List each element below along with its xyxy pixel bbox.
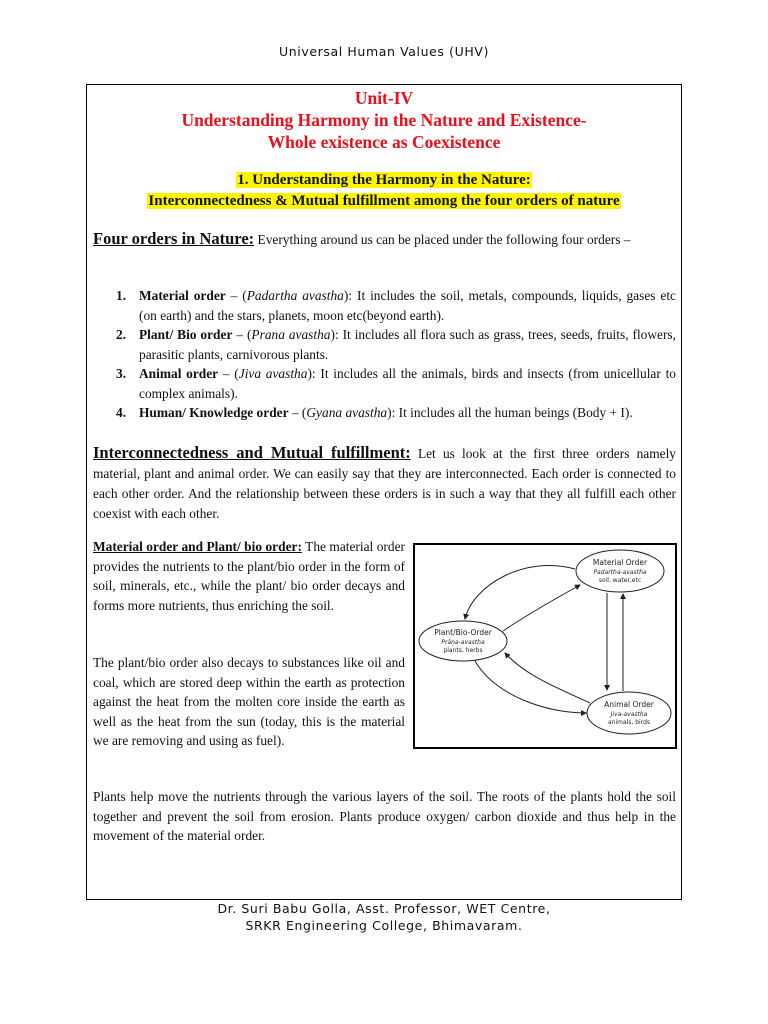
list-item-number: 1.: [116, 288, 127, 303]
list-item-number: 4.: [116, 405, 127, 420]
section-heading-line1: 1. Understanding the Harmony in the Nature:: [237, 172, 531, 188]
plants-paragraph: Plants help move the nutrients through the various layers of the soil. The roots of the plants hold the soil together and prevent the soil from erosion. Plants produce oxygen/ carbon dioxide and thus help in the movement of the material order.: [93, 789, 676, 843]
material-plant-text1: The material order provides the nutrients to the plant/bio order in the form of soil, minerals, etc., while the plant/ bio order decays and forms more nutrients, thus enriching the soil.: [93, 539, 405, 613]
order-dash: – (: [225, 288, 247, 303]
interconnect-text: Let us look at the first three orders namely material, plant and animal order. We can easily say that they are interconnected. Each order is connected to each other order. And the relationship between these orders is in such a way that they all fulfill each other coexist with each other.: [93, 446, 676, 521]
order-sanskrit: Prana avastha: [251, 327, 331, 342]
unit-title-line1: Understanding Harmony in the Nature and Existence-: [181, 110, 587, 130]
page-header: Universal Human Values (UHV): [279, 44, 489, 59]
unit-title-block: [86, 87, 682, 153]
plant-decay-paragraph: The plant/bio order also decays to substances like oil and coal, which are stored deep within the earth as protection against the heat from the molten core inside the earth as well as the heat from the sun (today, this is the material we are removing and using as fuel).: [93, 655, 405, 748]
order-name: Human/ Knowledge order: [139, 405, 289, 420]
arrow-material-to-plant: [465, 565, 575, 619]
four-orders-heading: Four orders in Nature:: [93, 229, 255, 248]
section-heading-line2: Interconnectedness & Mutual fulfillment among the four orders of nature: [148, 193, 620, 209]
order-sanskrit: Padartha avastha: [246, 288, 344, 303]
four-orders-intro: [93, 229, 676, 250]
order-sanskrit: Jiva avastha: [238, 366, 308, 381]
arrow-plant-to-material: [503, 585, 580, 631]
four-orders-intro-text: Everything around us can be placed under the following four orders –: [257, 232, 631, 247]
order-name: Material order: [139, 288, 226, 303]
page-footer: [0, 900, 768, 934]
order-dash: – (: [232, 327, 252, 342]
list-item: [110, 403, 676, 423]
footer-line1: Dr. Suri Babu Golla, Asst. Professor, WET Centre,: [217, 901, 551, 916]
order-description: ): It includes the soil, metals, compounds, liquids, gases etc (on earth) and the stars, planets, moon etc(beyond earth).: [139, 288, 677, 323]
plant-order-title: Plant/Bio-Order: [434, 628, 492, 637]
orders-diagram: [413, 543, 677, 749]
animal-order-sub2: animals, birds: [607, 719, 651, 726]
material-plant-heading: Material order and Plant/ bio order:: [93, 539, 302, 554]
order-dash: – (: [218, 366, 239, 381]
list-item: [110, 325, 676, 364]
animal-order-sub1: Jiva-avastha: [610, 711, 648, 718]
list-item-number: 3.: [116, 366, 127, 381]
footer-line2: SRKR Engineering College, Bhimavaram.: [245, 918, 523, 933]
order-description: ): It includes all the human beings (Body + I).: [387, 405, 633, 420]
arrow-animal-to-plant: [505, 653, 590, 703]
animal-order-title: Animal Order: [604, 700, 654, 709]
arrow-plant-to-animal: [475, 661, 586, 713]
plant-order-sub1: Prāṇa-avastha: [441, 639, 485, 646]
order-description: ): It includes all flora such as grass, trees, seeds, fruits, flowers, parasitic plants, carnivorous plants.: [139, 327, 676, 362]
unit-title-line2: Whole existence as Coexistence: [267, 132, 501, 152]
order-name: Plant/ Bio order: [139, 327, 233, 342]
order-sanskrit: Gyana avastha: [306, 405, 388, 420]
order-description: ): It includes all the animals, birds and insects (from unicellular to complex animals).: [139, 366, 676, 401]
material-plant-paragraph: [93, 537, 405, 615]
list-item: [110, 364, 676, 403]
plant-order-sub2: plants, herbs: [443, 647, 483, 654]
list-item-number: 2.: [116, 327, 127, 342]
list-item: [110, 286, 676, 325]
material-order-sub2: soil, water,etc: [598, 577, 642, 584]
interconnect-paragraph: [93, 443, 676, 524]
unit-number: Unit-IV: [354, 88, 414, 108]
four-orders-list: [110, 286, 676, 423]
material-order-title: Material Order: [592, 558, 648, 567]
material-order-sub1: Padartha-avastha: [593, 569, 647, 576]
orders-diagram-svg: [415, 545, 675, 747]
section-heading: [86, 170, 682, 212]
interconnect-heading: Interconnectedness and Mutual fulfillment:: [93, 443, 411, 462]
order-dash: – (: [288, 405, 307, 420]
order-name: Animal order: [139, 366, 219, 381]
